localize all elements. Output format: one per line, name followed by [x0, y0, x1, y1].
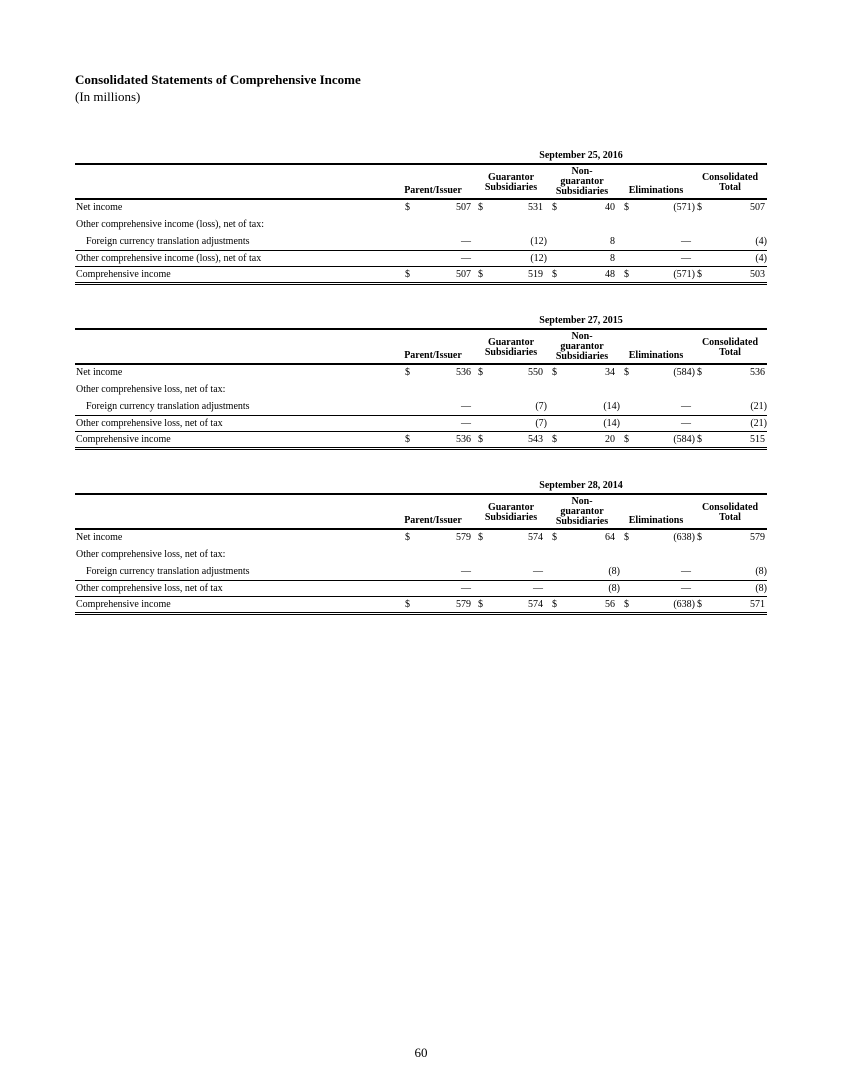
table-row: Other comprehensive loss, net of tax:	[76, 549, 226, 560]
table-row: Other comprehensive income (loss), net of tax — (12) 8 — (4)	[76, 253, 767, 264]
col-header-consolidated: Consolidated Total	[701, 337, 759, 358]
col-header-parent: Parent/Issuer	[404, 185, 462, 196]
table-row: Other comprehensive loss, net of tax — — (8) — (8)	[76, 583, 767, 594]
table-row: Foreign currency translation adjustments — (7) (14) — (21)	[86, 401, 767, 412]
col-header-eliminations: Eliminations	[628, 350, 684, 361]
col-header-parent: Parent/Issuer	[404, 350, 462, 361]
col-header-consolidated: Consolidated Total	[701, 172, 759, 193]
table-row: Comprehensive income $ 507 $ 519 $ 48 $ (571) $ 503	[76, 269, 765, 280]
col-header-nonguarantor: Non- guarantor Subsidiaries	[555, 496, 609, 527]
header-rule	[75, 493, 767, 495]
col-header-guarantor: Guarantor Subsidiaries	[484, 337, 538, 358]
period-header: September 28, 2014	[539, 480, 623, 491]
table-row: Net income $ 579 $ 574 $ 64 $ (638) $ 579	[76, 532, 765, 543]
total-rule	[75, 612, 767, 615]
col-header-consolidated: Consolidated Total	[701, 502, 759, 523]
table-row: Other comprehensive income (loss), net of tax:	[76, 219, 264, 230]
col-header-eliminations: Eliminations	[628, 515, 684, 526]
table-row: Net income $ 536 $ 550 $ 34 $ (584) $ 536	[76, 367, 765, 378]
statement-section-2016	[75, 150, 767, 285]
col-header-nonguarantor: Non- guarantor Subsidiaries	[555, 166, 609, 197]
table-row: Foreign currency translation adjustments — — (8) — (8)	[86, 566, 767, 577]
table-row: Comprehensive income $ 579 $ 574 $ 56 $ (638) $ 571	[76, 599, 765, 610]
header-rule	[75, 163, 767, 165]
statement-section-2014	[75, 480, 767, 615]
total-rule	[75, 447, 767, 450]
table-row: Net income $ 507 $ 531 $ 40 $ (571) $ 507	[76, 202, 765, 213]
page-subtitle: (In millions)	[75, 89, 141, 104]
col-header-parent: Parent/Issuer	[404, 515, 462, 526]
page-number: 60	[414, 1045, 428, 1060]
col-header-guarantor: Guarantor Subsidiaries	[484, 172, 538, 193]
period-header: September 27, 2015	[539, 315, 623, 326]
page-title: Consolidated Statements of Comprehensive Income	[75, 72, 361, 87]
col-header-guarantor: Guarantor Subsidiaries	[484, 502, 538, 523]
table-row: Other comprehensive loss, net of tax — (7) (14) — (21)	[76, 418, 767, 429]
table-row: Other comprehensive loss, net of tax:	[76, 384, 226, 395]
col-header-nonguarantor: Non- guarantor Subsidiaries	[555, 331, 609, 362]
total-rule	[75, 282, 767, 285]
header-rule	[75, 328, 767, 330]
statement-section-2015	[75, 315, 767, 450]
period-header: September 25, 2016	[539, 150, 623, 161]
table-row: Comprehensive income $ 536 $ 543 $ 20 $ (584) $ 515	[76, 434, 765, 445]
col-header-eliminations: Eliminations	[628, 185, 684, 196]
table-row: Foreign currency translation adjustments — (12) 8 — (4)	[86, 236, 767, 247]
